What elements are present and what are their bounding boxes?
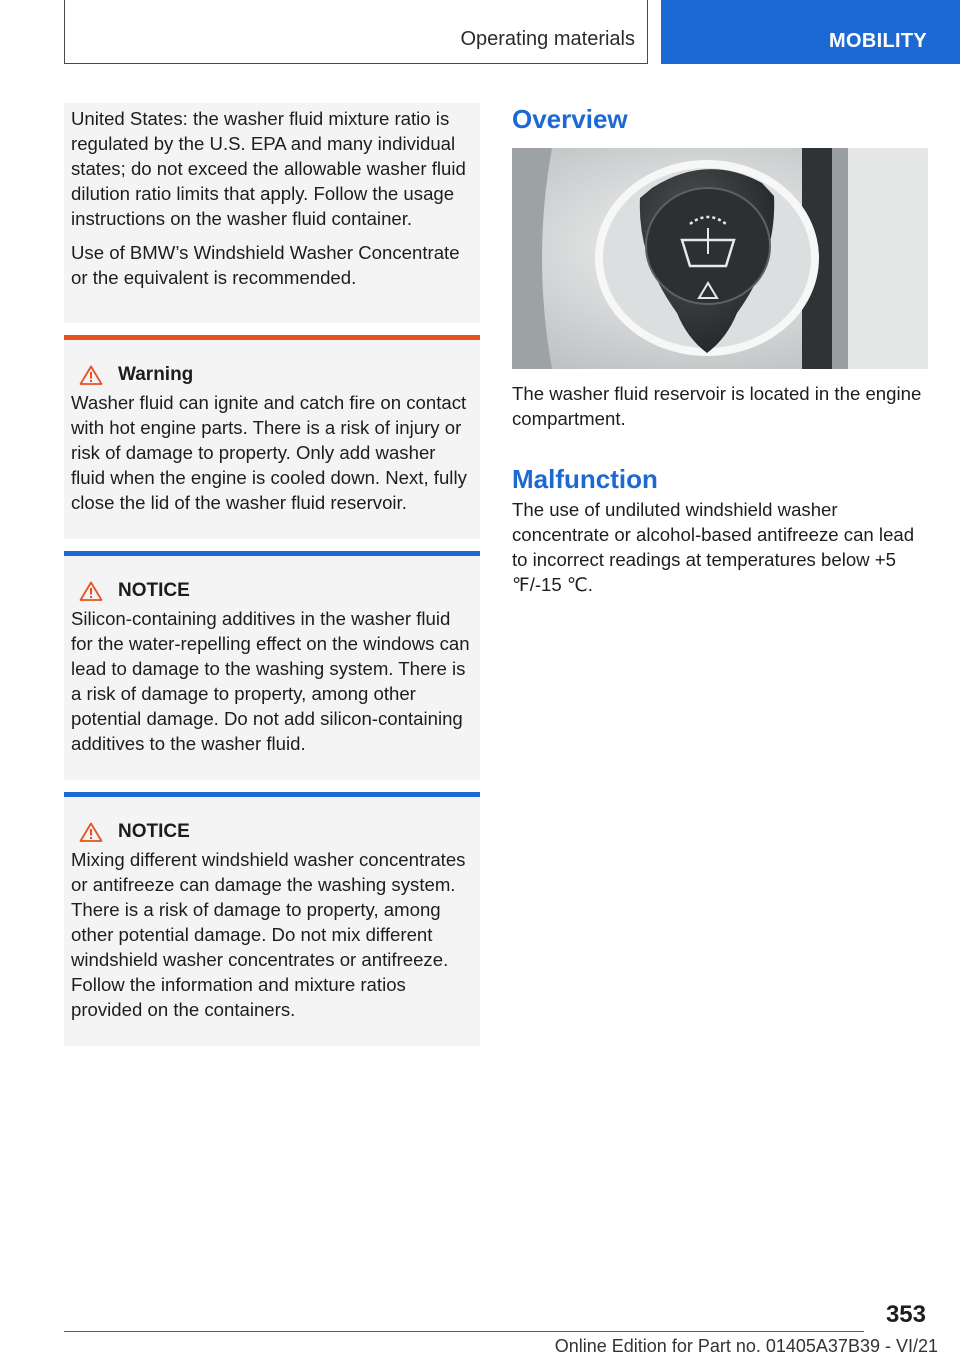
header-chapter-label: MOBILITY	[829, 30, 927, 52]
overview-text: The washer fluid reservoir is located in the engine compartment.	[512, 383, 922, 429]
alert-text: Silicon-containing additives in the washer fluid for the water-repelling effect on the windows can lead to damage to the washing system. There is a risk of damage to property, among other potential damage. Do not add silicon-containing additives to the washer fluid.	[71, 608, 470, 754]
malfunction-text: The use of undiluted windshield washer concentrate or alcohol-based antifreeze can lead to incorrect readings at temperatures below +5 ℉/-15 ℃.	[512, 499, 915, 595]
notice-bar	[64, 551, 480, 556]
alert-header	[71, 363, 470, 387]
footer-rule	[64, 1331, 864, 1332]
overview-heading: Overview	[512, 104, 628, 134]
warning-triangle-icon	[79, 365, 103, 385]
notice-triangle-icon	[79, 581, 103, 601]
info-paragraph: Use of BMW’s Windshield Washer Concentrate or the equivalent is recommended.	[71, 242, 460, 288]
alert-title: NOTICE	[118, 821, 190, 842]
page-number: 353	[885, 1301, 926, 1328]
malfunction-heading: Malfunction	[512, 464, 658, 494]
notice-box	[64, 551, 480, 780]
warning-box	[64, 335, 480, 539]
alert-header	[71, 820, 470, 844]
alert-title: NOTICE	[118, 580, 190, 601]
washer-fluid-cap-photo	[512, 148, 928, 369]
header-section-title: Operating materials	[460, 28, 635, 50]
notice-triangle-icon	[79, 822, 103, 842]
footer-edition: Online Edition for Part no. 01405A37B39 - VI/21	[554, 1336, 938, 1356]
notice-bar	[64, 792, 480, 797]
info-paragraph: United States: the washer fluid mixture ratio is regulated by the U.S. EPA and many individual states; do not exceed the allowable washer fluid dilution ratio limits that apply. Follow the usage instructions on the washer fluid container.	[71, 108, 466, 229]
info-box	[64, 103, 480, 323]
right-column	[512, 103, 928, 597]
alert-title: Warning	[118, 364, 194, 385]
alert-header	[71, 579, 470, 603]
notice-box	[64, 792, 480, 1046]
header-chapter-tab[interactable]	[661, 0, 960, 64]
header-frame	[64, 0, 648, 64]
warning-bar	[64, 335, 480, 340]
alert-text: Washer fluid can ignite and catch fire on contact with hot engine parts. There is a risk of injury or risk of damage to property. Only add washer fluid when the engine is cooled down. Next, fully close the lid of the washer fluid reservoir.	[71, 392, 467, 513]
left-column	[64, 103, 480, 1046]
alert-text: Mixing different windshield washer concentrates or antifreeze can damage the washing system. There is a risk of damage to property, among other potential damage. Do not mix different windshield washer concentrates or antifreeze. Follow the information and mixture ratios provided on the containers.	[71, 849, 466, 1020]
